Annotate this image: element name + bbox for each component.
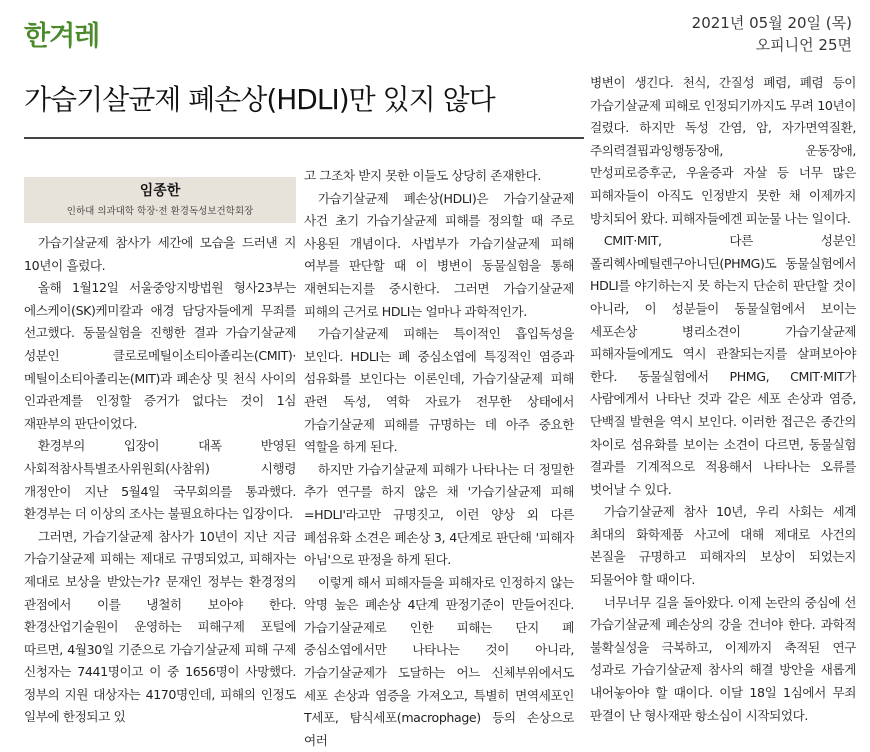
author-byline — [24, 177, 296, 223]
page-section: 오피니언 25면 — [755, 36, 852, 54]
paragraph: 너무너무 길을 돌아왔다. 이제 논란의 중심에 선 가습기살균제 폐손상의 강을 건너야 한다. 과학적 불확실성을 극복하고, 이제까지 축적된 연구 성과로 가습기살균제 참사의 해결 방안을 새롭게 내어놓아야 할 때이다. 이달 18일 1심에서 무죄 판결이 난 형사재판 항소심이 시작되었다. — [590, 594, 856, 723]
paragraph: 이렇게 해서 피해자들을 피해자로 인정하지 않는 악명 높은 폐손상 4단계 판정기준이 만들어진다. 가습기살균제로 인한 피해는 단지 폐 중심소엽에서만 나타나는 것이 아니라, 가습기살균제가 도달하는 어느 신체부위에서도 세포 손상과 염증을 가져오고, 특별히 면역세포인 T세포, 탐식세포(macrophage) 등의 손상으로 여러 — [304, 574, 574, 748]
article-column-3 — [590, 72, 856, 737]
edition-info — [692, 12, 852, 56]
article-column-1 — [24, 232, 296, 737]
paragraph: 하지만 가습기살균제 피해가 나타나는 더 정밀한 추가 연구를 하지 않은 채 '가습기살균제 피해=HDLI'라고만 규명짓고, 이런 양상 외 다른 폐섬유화 소견은 폐손상 3, 4단계로 판단해 '피해자 아님'으로 판정을 하게 된다. — [304, 461, 574, 568]
paragraph: 올해 1월12일 서울중앙지방법원 형사23부는 에스케이(SK)케미칼과 애경 담당자들에게 무죄를 선고했다. 동물실험을 진행한 결과 가습기살균제 성분인 클로로메틸이소티아졸리논(CMIT)·메틸이소티아졸리논(MIT)과 폐손상 및 천식 사이의 인과관계를 인정할 증거가 없다는 것이 1심 재판부의 판단이었다. — [24, 280, 296, 431]
paragraph: 가습기살균제 참사 10년, 우리 사회는 세계 최대의 화학제품 사고에 대해 제대로 사건의 본질을 규명하고 피해자의 보상이 되었는지 되물어야 할 때이다. — [590, 504, 856, 588]
author-affiliation: 인하대 의과대학 학장·전 환경독성보건학회장 — [66, 206, 254, 217]
publication-date: 2021년 05월 20일 (목) — [691, 14, 852, 32]
article-headline: 가습기살균제 폐손상(HDLI)만 있지 않다 — [24, 83, 495, 116]
paragraph: 가습기살균제 피해는 특이적인 흡입독성을 보인다. HDLI는 폐 중심소엽에 특징적인 염증과 섬유화를 보인다는 이론인데, 가습기살균제 피해 관련 독성, 역학 자료가 전무한 상태에서 가습기살균제 피해를 규명하는 데 아주 중요한 역할을 하게 된다. — [304, 326, 574, 455]
paragraph: 가습기살균제 참사가 세간에 모습을 드러낸 지 10년이 흘렀다. — [24, 235, 296, 273]
paragraph: 그러면, 가습기살균제 참사가 10년이 지난 지금 가습기살균제 피해는 제대로 규명되었고, 피해자는 제대로 보상을 받았는가? 문재인 정부는 환경정의 관점에서 이를 냉철히 보아야 한다. 환경산업기술원이 운영하는 피해구제 포털에 따르면, 4월30일 기준으로 가습기살균제 피해 구제 신청자는 7441명이고 이 중 1656명이 사망했다. 정부의 지원 대상자는 4170명인데, 피해의 인정도 일부에 한정되고 있 — [24, 528, 296, 725]
headline-divider — [24, 137, 584, 139]
paragraph: 환경부의 입장이 대폭 반영된 사회적참사특별조사위원회(사참위) 시행령 개정안이 지난 5월4일 국무회의를 통과했다. 환경부는 더 이상의 조사는 불필요하다는 입장이다. — [24, 438, 296, 522]
paragraph: 병변이 생긴다. 천식, 간질성 폐렴, 폐렴 등이 가습기살균제 피해로 인정되기까지도 무려 10년이 걸렸다. 하지만 독성 간염, 암, 자가면역질환, 주의력결핍과잉행동장애, 운동장애, 만성피로증후군, 우울증과 자살 등 너무 많은 피해자들이 아직도 인정받지 못한 채 이제까지 방치되어 왔다. 피해자들에겐 피눈물 나는 일이다. — [590, 75, 856, 226]
paragraph: CMIT·MIT, 다른 성분인 폴리헥사메틸렌구아니딘(PHMG)도 동물실험에서 HDLI를 야기하는지 못 하는지 단순히 판단할 것이 아니라, 이 성분들이 동물실험에서 보이는 세포손상 병리소견이 가습기살균제 피해자들에게도 역시 관찰되는지를 살펴보아야 한다. 동물실험에서 PHMG, CMIT·MIT가 사람에게서 나타난 것과 같은 세포 손상과 염증, 단백질 발현을 역시 보인다. 이러한 접근은 종간의 차이로 섬유화를 보이는 소견이 다르면, 동물실험 결과를 기계적으로 적용해서 나타나는 오류를 벗어날 수 있다. — [590, 233, 856, 497]
newspaper-logo: 한겨레 — [24, 21, 100, 52]
article-column-2 — [304, 165, 574, 748]
paragraph: 고 그조차 받지 못한 이들도 상당히 존재한다. — [304, 168, 542, 183]
paragraph: 가습기살균제 폐손상(HDLI)은 가습기살균제 사건 초기 가습기살균제 피해를 정의할 때 주로 사용된 개념이다. 사법부가 가습기살균제 피해 여부를 판단할 때 이 병변이 동물실험을 통해 재현되는지를 중시한다. 그러면 가습기살균제 피해의 근거로 HDLI는 얼마나 과학적인가. — [304, 190, 574, 319]
author-name: 임종한 — [139, 183, 181, 199]
